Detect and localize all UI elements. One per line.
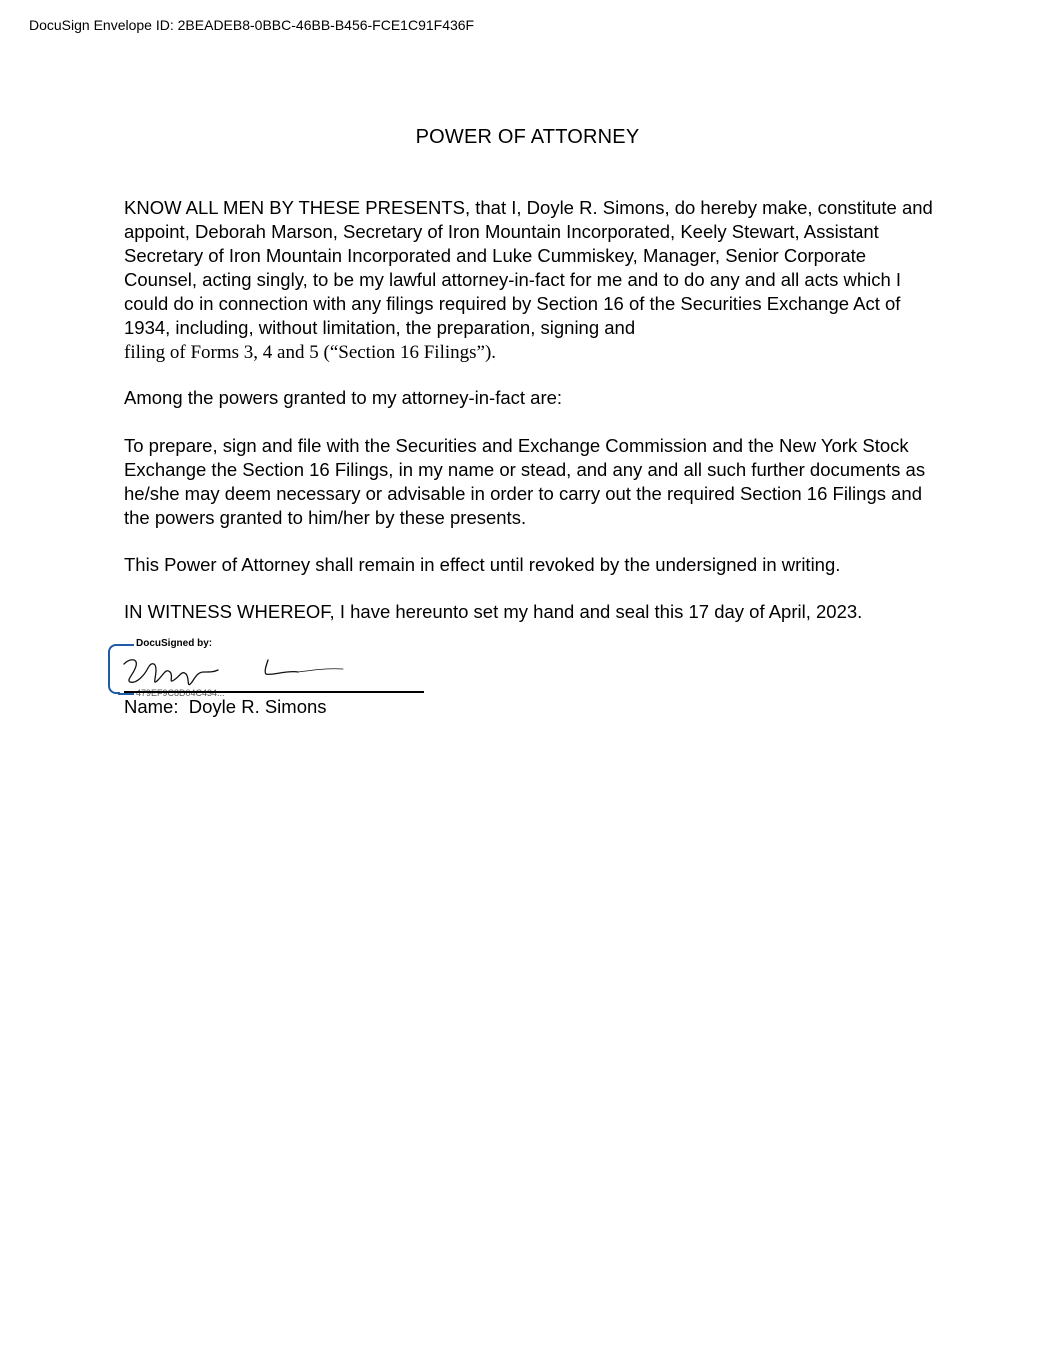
paragraph-powers-detail: To prepare, sign and file with the Securities and Exchange Commission and the New York Stock Exchange the Section 16 Filings, in my name or stead, and any and all such further documents as he/she may deem necessary or advisable in order to carry out the required Section 16 Filings and the powers granted to him/her by these presents. [124, 435, 926, 528]
docusigned-by-label: DocuSigned by: [136, 638, 213, 649]
signer-name: Name: Doyle R. Simons [124, 696, 327, 717]
paragraph-appointment-main: KNOW ALL MEN BY THESE PRESENTS, that I, Doyle R. Simons, do hereby make, constitute and appoint, Deborah Marson, Secretary of Iron Mountain Incorporated, Keely Stewart, Assistant Secretary of Iron Mountain Incorporated and Luke Cummiskey, Manager, Senior Corporate Counsel, acting singly, to be my lawful attorney-in-fact for me and to do any and all acts which I could do in connection with any filings required by Section 16 of the Securities Exchange Act of 1934, including, without limitation, the preparation, signing and [124, 197, 933, 338]
envelope-id: DocuSign Envelope ID: 2BEADEB8-0BBC-46BB-B456-FCE1C91F436F [29, 17, 475, 33]
paragraph-appointment [124, 196, 936, 365]
signature-line [124, 691, 424, 693]
signature-id: 479EF9C8D04C434... [136, 688, 225, 698]
paragraph-witness: IN WITNESS WHEREOF, I have hereunto set my hand and seal this 17 day of April, 2023. [124, 601, 863, 622]
document-title: POWER OF ATTORNEY [415, 126, 640, 148]
paragraph-appointment-tail: filing of Forms 3, 4 and 5 (“Section 16 Filings”). [124, 342, 497, 363]
paragraph-effect: This Power of Attorney shall remain in effect until revoked by the undersigned in writing. [124, 554, 841, 575]
paragraph-powers-intro: Among the powers granted to my attorney-in-fact are: [124, 387, 563, 408]
handwritten-signature [118, 650, 348, 692]
docusign-top-rule [118, 644, 134, 646]
